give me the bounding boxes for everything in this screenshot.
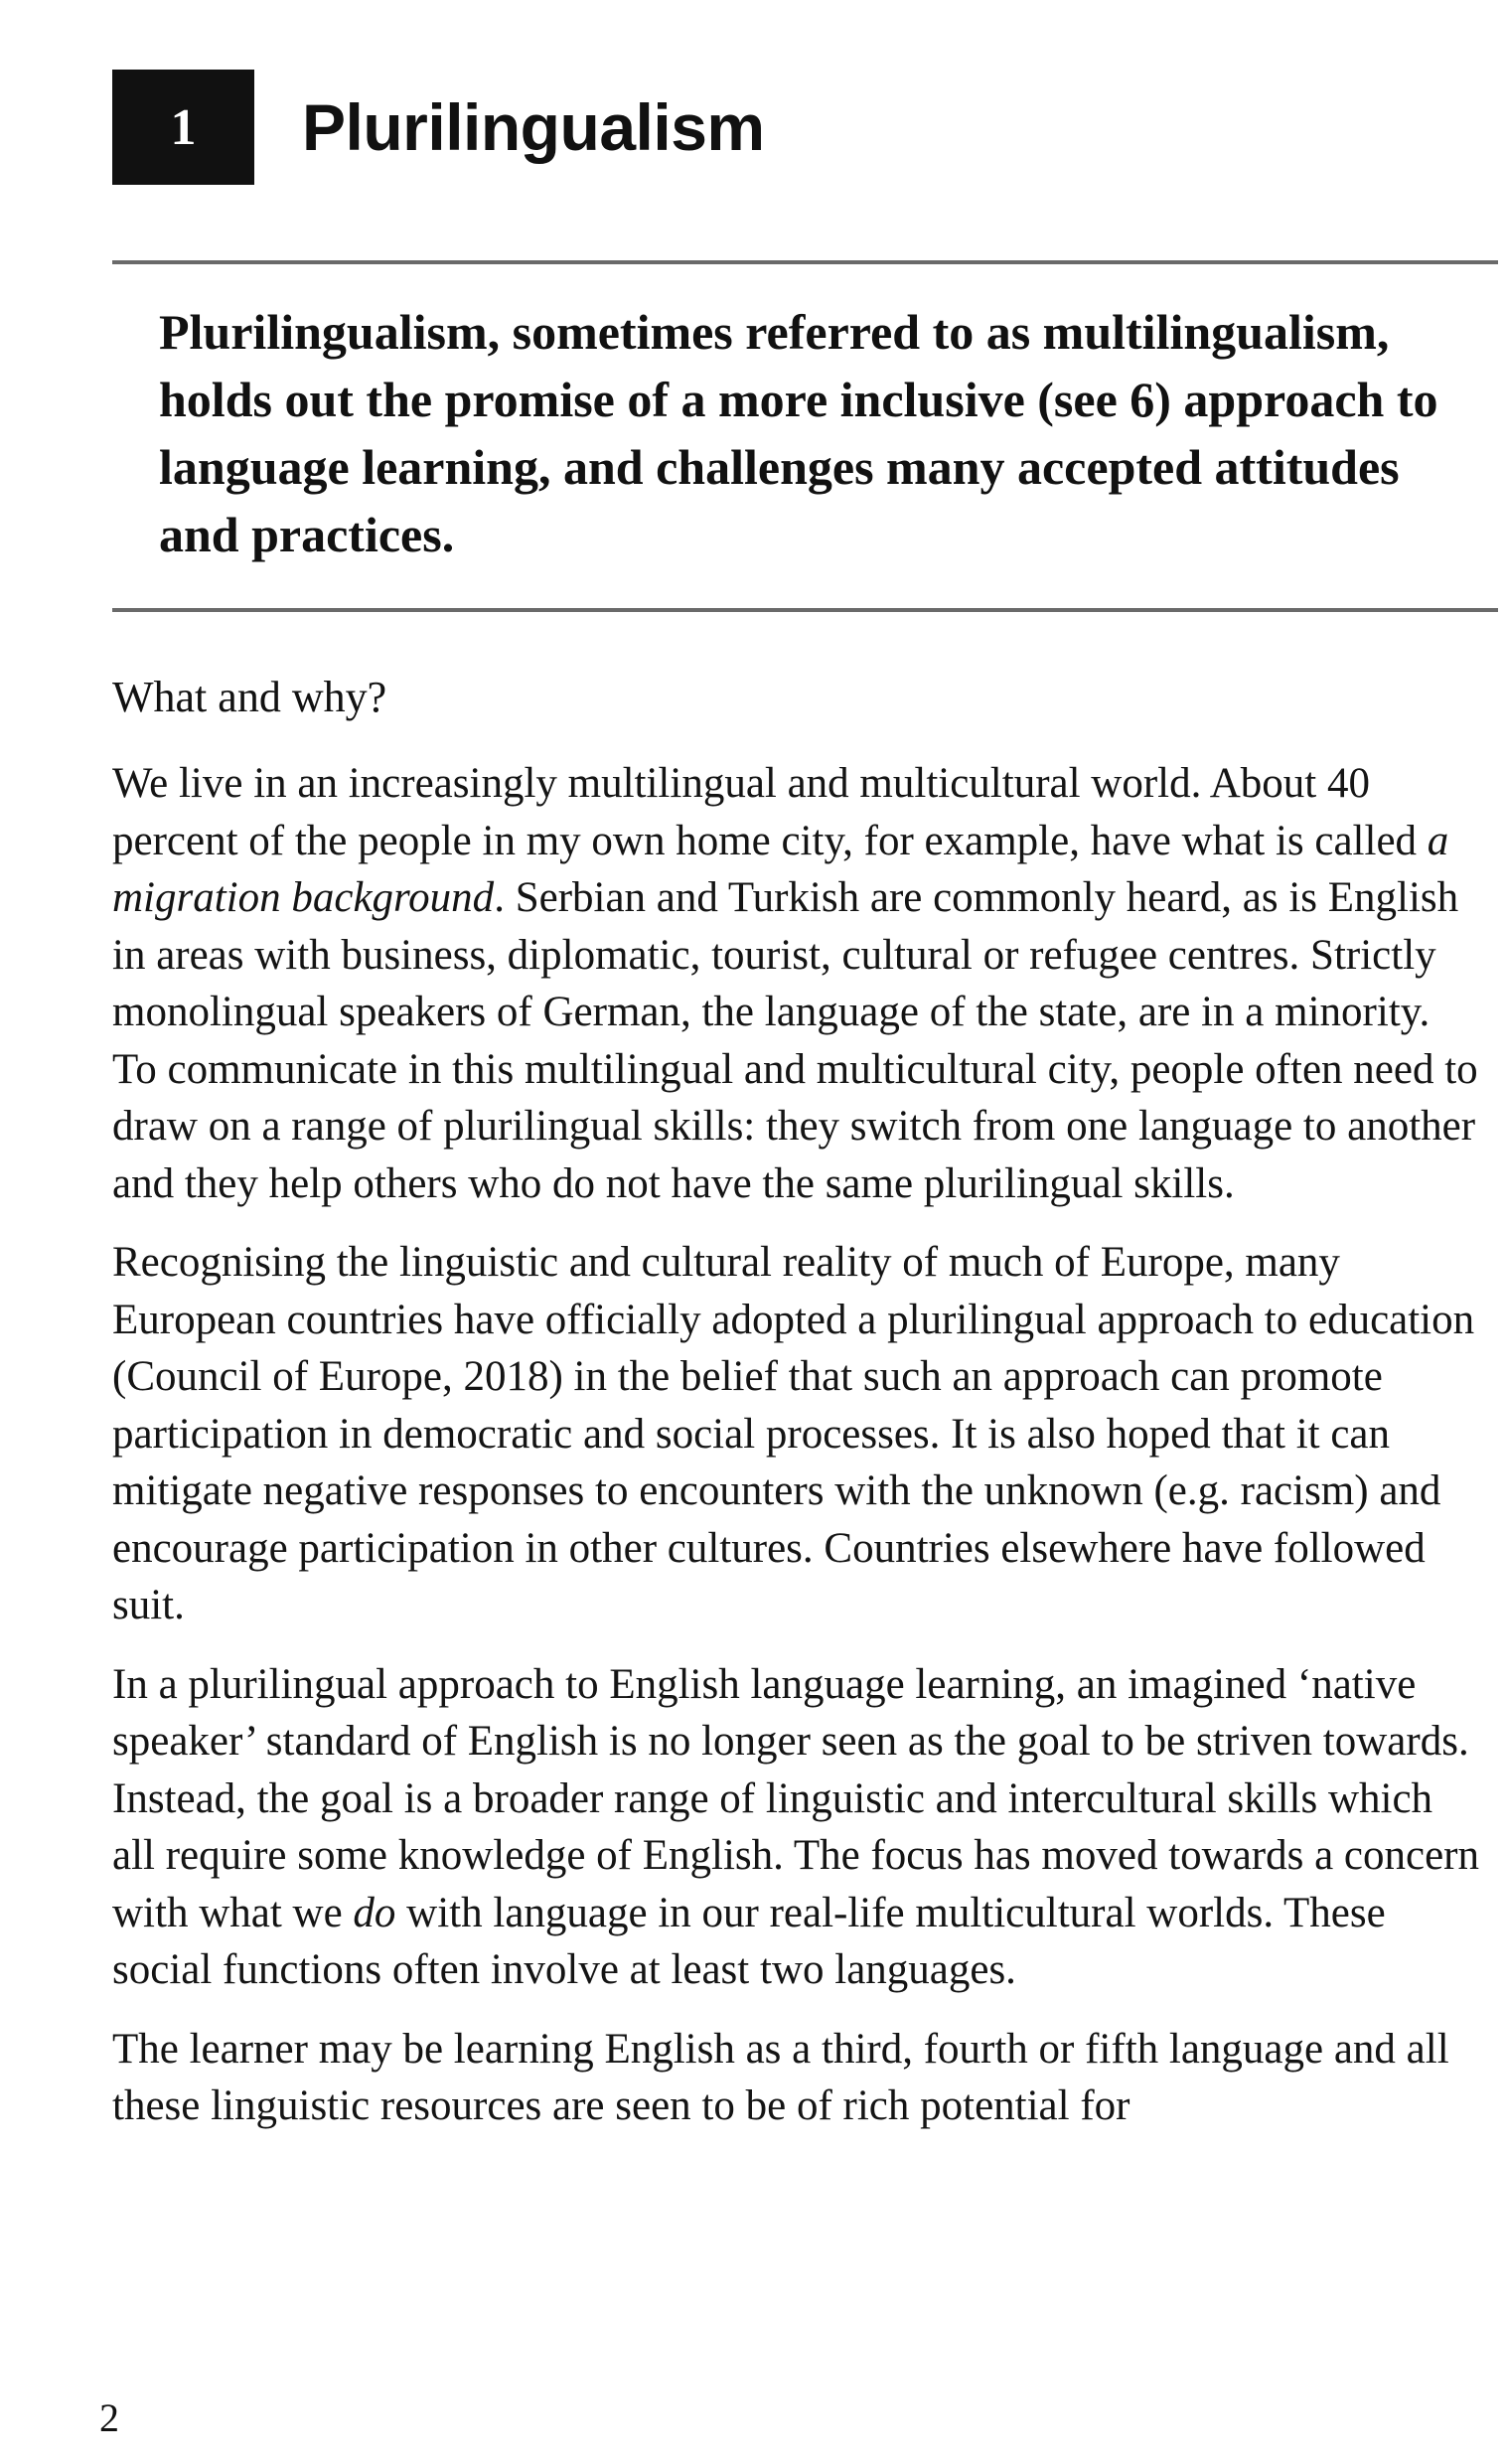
- chapter-header: [112, 70, 765, 185]
- body-paragraph: In a plurilingual approach to English language learning, an imagined ‘native speaker’ standard of English is no longer seen as the goal to be striven towards. Instead, the goal is a broader range of linguistic and intercultural skills which all require some knowledge of English. The focus has moved towards a concern with what we do with language in our real-life multicultural worlds. These social functions often involve at least two languages.: [112, 1660, 1479, 1993]
- chapter-number: 1: [112, 70, 254, 185]
- intro-bottom-rule: [112, 608, 1498, 612]
- emphasis-text: do: [353, 1889, 396, 1936]
- body-text: [112, 755, 1483, 2157]
- section-heading: What and why?: [112, 673, 387, 721]
- body-paragraph: The learner may be learning English as a third, fourth or fifth language and all these linguistic resources are seen to be of rich potential for: [112, 2025, 1449, 2129]
- body-paragraph: Recognising the linguistic and cultural reality of much of Europe, many European countries have officially adopted a plurilingual approach to education (Council of Europe, 2018) in the belief that such an approach can promote participation in democratic and social processes. It is also hoped that it can mitigate negative responses to encounters with the unknown (e.g. racism) and encourage participation in other cultures. Countries elsewhere have followed suit.: [112, 1239, 1475, 1628]
- emphasis-text: a migration background: [112, 817, 1449, 921]
- page-number: 2: [99, 2395, 119, 2440]
- chapter-title: Plurilingualism: [302, 90, 765, 164]
- body-paragraph: We live in an increasingly multilingual and multicultural world. About 40 percent of the people in my own home city, for example, have what is called a migration background. Serbian and Turkish are commonly heard, as is English in areas with business, diplomatic, tourist, cultural or refugee centres. Strictly monolingual speakers of German, the language of the state, are in a minority. To communicate in this multilingual and multicultural city, people often need to draw on a range of plurilingual skills: they switch from one language to another and they help others who do not have the same plurilingual skills.: [112, 760, 1478, 1207]
- intro-summary: Plurilingualism, sometimes referred to as multilingualism, holds out the promise of a more inclusive (see 6) approach to language learning, and challenges many accepted attitudes and practices.: [159, 304, 1438, 562]
- intro-top-rule: [112, 260, 1498, 264]
